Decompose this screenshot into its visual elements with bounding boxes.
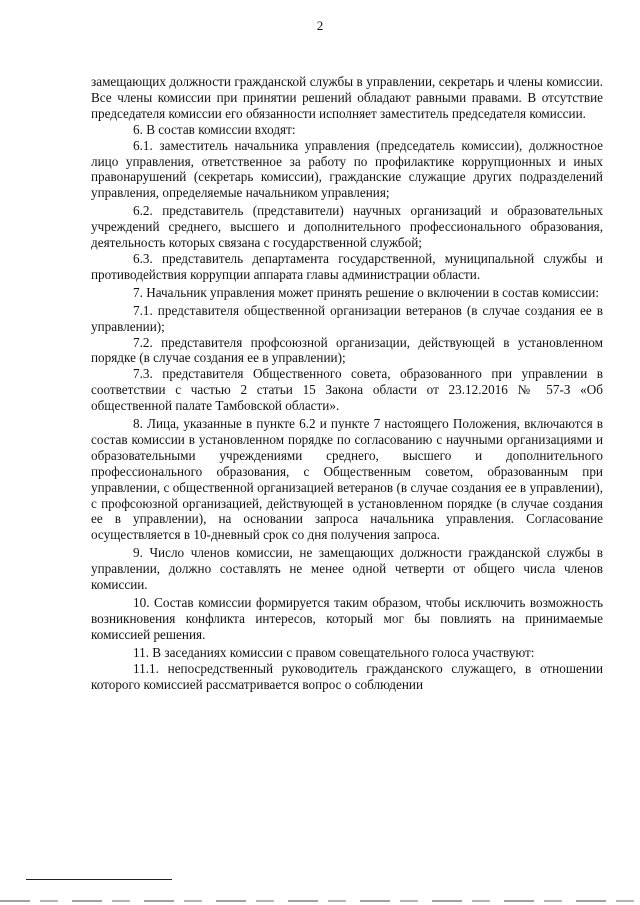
paragraph-6-1: 6.1. заместитель начальника управления (председатель комиссии), должностное лицо управления, ответственное за работу по профилактике коррупционных и иных правонарушений (секретарь комиссии), гражданские служащие других подразделений управления, определяемые начальником управления; [91,137,603,201]
paragraph-8: 8. Лица, указанные в пункте 6.2 и пункте 7 настоящего Положения, включаются в состав комиссии в установленном порядке по согласованию с научными организациями и образовательными учреждениями среднего, высшего и дополнительного профессионального образования, с Общественным советом, образованным при управлении, с общественной организацией ветеранов (в случае создания ее в управлении), с профсоюзной организацией, действующей в установленном порядке (в случае создания ее в управлении), на основании запроса начальника управления. Согласование осуществляется в 10-дневный срок со дня получения запроса. [91,416,603,543]
paragraph-continuation: замещающих должности гражданской службы в управлении, секретарь и члены комиссии. Все члены комиссии при принятии решений обладают равными правами. В отсутствие председателя комиссии его обязанности исполняет заместитель председателя комиссии. [91,74,603,121]
paragraph-7-1: 7.1. представителя общественной организации ветеранов (в случае создания ее в управлении); [91,302,603,334]
paragraph-11: 11. В заседаниях комиссии с правом совещательного голоса участвуют: [133,644,535,660]
paragraph-7-2: 7.2. представителя профсоюзной организации, действующей в установленном порядке (в случае создания ее в управлении); [91,334,603,366]
document-body [91,74,603,692]
paragraph-9: 9. Число членов комиссии, не замещающих должности гражданской службы в управлении, должно составлять не менее одной четверти от общего числа членов комиссии. [91,545,603,593]
scan-bottom-edge [0,900,640,902]
paragraph-6-2: 6.2. представитель (представители) научных организаций и образовательных учреждений среднего, высшего и дополнительного профессионального образования, деятельность которых связана с государственной службой; [91,203,603,251]
paragraph-11-1: 11.1. непосредственный руководитель гражданского служащего, в отношении которого комиссией рассматривается вопрос о соблюдении [91,660,603,692]
footnote-rule [26,879,172,880]
paragraph-7: 7. Начальник управления может принять решение о включении в состав комиссии: [133,284,600,300]
paragraph-7-3: 7.3. представителя Общественного совета, образованного при управлении в соответствии с частью 2 статьи 15 Закона области от 23.12.2016 № 57-З «Об общественной палате Тамбовской области». [91,366,603,414]
paragraph-6: 6. В состав комиссии входят: [133,121,296,137]
page-number: 2 [316,18,324,33]
paragraph-10: 10. Состав комиссии формируется таким образом, чтобы исключить возможность возникновения конфликта интересов, который мог бы повлиять на принимаемые комиссией решения. [91,595,603,642]
paragraph-6-3: 6.3. представитель департамента государственной, муниципальной службы и противодействия коррупции аппарата главы администрации области. [91,250,603,282]
